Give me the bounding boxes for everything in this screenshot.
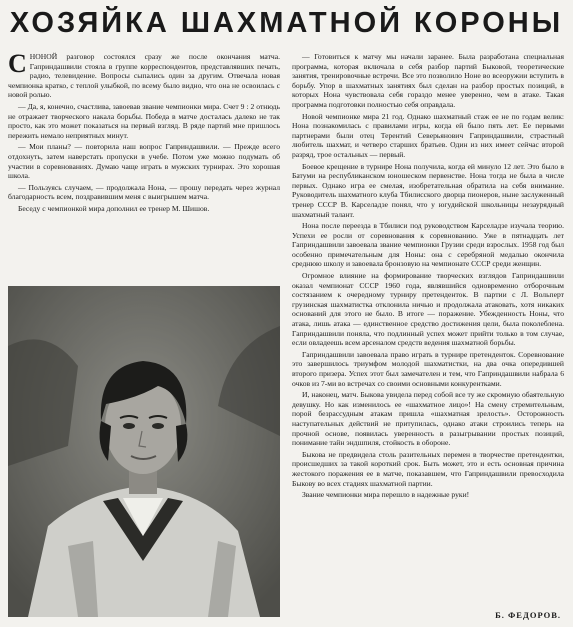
author-signature: Б. ФЕДОРОВ.: [495, 610, 561, 620]
right-paragraph-7: И, наконец, матч. Быкова увидела перед собой все ту же скромную обаятельную девушку. Но как изменилось ее «шахматное лицо»! На смену стремительным, порой безрассудным атакам пришла «шахматная зрелость». Осторожность наступательных действий не притупилась, однако атаки строились теперь на прочной основе, появилась уверенность в разыгрывании простых позиций, понимание тайн эндшпиля, стойкость в обороне.: [292, 390, 564, 448]
right-paragraph-2: Новой чемпионке мира 21 год. Однако шахматный стаж ее не по годам велик: Нона познакомилась с правилами игры, когда ей было пять лет. Ее первыми партнерами были отец Терентий Северьянович Гаприндашвили, страстный любитель шахмат, и четверо старших братьев. Один из них имеет сейчас второй разряд, трое остальных — первый.: [292, 111, 564, 159]
closing-line: Звание чемпионки мира перешло в надежные руки!: [302, 490, 470, 500]
left-paragraph-2: — Да, я, конечно, счастлива, завоевав звание чемпионки мира. Счет 9 : 2 отнюдь не отражает творческого накала борьбы. Победа в матче досталась далеко не так просто, как это может показаться на первый взгляд. В ряде партий мне пришлось пережить немало неприятных минут.: [8, 101, 280, 140]
left-paragraph-4: — Пользуясь случаем, — продолжала Нона, — прошу передать через журнал благодарность всем, поздравившим меня с выигрышем матча.: [8, 182, 280, 202]
right-paragraph-4: Нона после переезда в Тбилиси под руководством Карселадзе изучала теорию. Успехи ее росли от соревнования к соревнованию. Уже в пятнадцать лет Гаприндашвили завоевала звание чемпионки Грузии среди взрослых. 1958 год был особенно примечательным для Ноны: она с серебряной медалью окончила среднюю школу и завоевала бронзовую на чемпионате СССР среди женщин.: [292, 221, 564, 269]
drop-cap: С: [8, 49, 27, 78]
left-paragraph-5: Беседу с чемпионкой мира дополнил ее тренер М. Шишов.: [18, 203, 210, 213]
left-column: [8, 49, 280, 216]
portrait-image: [8, 286, 280, 617]
left-paragraph-3: — Мои планы? — повторила наш вопрос Гаприндашвили. — Прежде всего отдохнуть, затем наверстать пропуски в учебе. Потом уже можно подумать об участии в соревнованиях. Думаю чаще играть в мужских турнирах. Это хорошая школа.: [8, 142, 280, 181]
right-paragraph-8: Быкова не предвидела столь разительных перемен в творчестве претендентки, происшедших за такой короткий срок. Быть может, это и есть основная причина жестокого поражения ее в матче, показавшем, что Гаприндашвили превосходила Быкову во всех стадиях шахматной партии.: [292, 449, 564, 488]
right-paragraph-6: Гаприндашвили завоевала право играть в турнире претенденток. Соревнование это завершилось триумфом молодой шахматистки, на два очка опередившей второго призера. Успех этот был замечателен и тем, что Гаприндашвили набрала 6 очков из 7-ми во встречах со своими основными конкурентками.: [292, 349, 564, 388]
right-paragraph-1: — Готовиться к матчу мы начали заранее. Была разработана специальная программа, которая включала в себя разбор партий Быковой, теоретические занятия, тренировочные встречи. Все это позволило Ноне во всеоружии вступить в борьбу. Упор в шахматных занятиях был сделан на разбор простых позиций, в которых Нона чувствовала себя гораздо менее уверенно, чем в атаке. Такая программа подготовки полностью себя оправдала.: [292, 52, 564, 109]
article-title: ХОЗЯЙКА ШАХМАТНОЙ КОРОНЫ: [9, 7, 564, 39]
right-column: [292, 52, 564, 502]
portrait-photo: [8, 286, 280, 617]
right-paragraph-3: Боевое крещение в турнире Нона получила, когда ей минуло 12 лет. Это было в Батуми на республиканском юношеском первенстве. Нона тогда не была в числе первых. Однако игра ее смелая, изобретательная обратила на себя внимание. Руководитель шахматного клуба Тбилисского дворца пионеров, ныне заслуженный тренер СССР В. Карселадзе понял, что у югудийской школьницы незаурядный шахматный талант.: [292, 161, 564, 219]
left-paragraph-1: СНОНОЙ разговор состоялся сразу же после окончания матча. Гаприндашвили стояла в группе корреспондентов, представлявших печать, радио, телевидение. Вопросы сыпались один за другим. Отвечала новая чемпионка кратко, с теплой улыбкой, по всему было видно, что она не освоилась с новой ролью.: [8, 49, 280, 100]
right-paragraph-5: Огромное влияние на формирование творческих взглядов Гаприндашвили оказал чемпионат СССР 1960 года, являвшийся одновременно отборочным состязанием к очередному турниру претенденток. В партии с Л. Вольперт грузинская шахматистка отклонила ничью и продолжала атаковать, хотя никаких оснований для этого не было. В итоге — поражение. Убежденность Ноны, что атака, лишь атака — единственное средство достижения цели, была поколеблена. Гаприндашвили поняла, что подлинный успех может прийти только в том случае, если овладеешь всем арсеналом средств ведения шахматной борьбы.: [292, 271, 564, 348]
